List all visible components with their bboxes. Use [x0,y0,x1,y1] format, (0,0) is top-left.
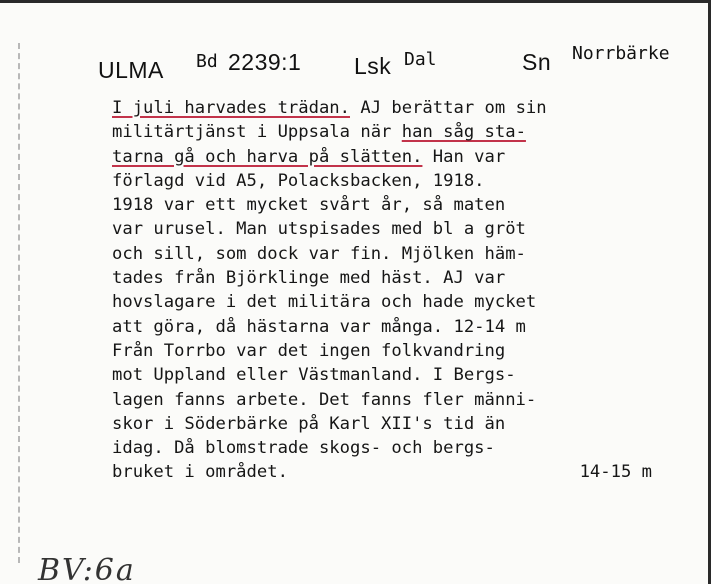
bd-value: 2239:1 [228,49,302,75]
text-line: Från Torrbo var det ingen folkvandring [112,340,506,361]
text-line: och sill, som dock var fin. Mjölken häm- [112,243,526,264]
text-fragment: militärtjänst i Uppsala när [112,122,402,143]
text-line: lagen fanns arbete. Det fanns fler männi- [112,389,537,410]
text-line: förlagd vid A5, Polacksbacken, 1918. [112,170,485,191]
text-line [112,145,702,169]
text-line [112,460,702,484]
text-fragment: AJ berättar om sin [350,98,547,118]
archive-label: ULMA [98,57,164,83]
underlined-phrase: han såg sta- [401,122,526,143]
text-line: 1918 var ett mycket svårt år, så maten [112,195,506,216]
sn-label: Sn [522,49,552,75]
bd-label: Bd [196,51,218,72]
page-marker: 14-15 m [579,462,652,483]
text-line: mot Uppland eller Västmanland. I Bergs- [112,365,516,386]
text-line: var urusel. Man utspisades med bl a gröt [112,219,526,240]
sn-value: Norrbärke [572,43,670,64]
text-fragment: bruket i området. [112,462,288,483]
text-line [112,96,702,120]
underlined-phrase: I juli harvades trädan. [112,98,350,118]
text-line: idag. Då blomstrade skogs- och bergs- [112,438,495,459]
lsk-label: Lsk [354,53,392,79]
handwritten-reference: BV:6a [38,553,136,584]
text-fragment: Han var [422,146,506,167]
text-line: skor i Söderbärke på Karl XII's tid än [112,413,506,434]
text-line: att göra, då hästarna var många. 12-14 m [112,316,526,337]
text-line: hovslagare i det militära och hade mycket [112,292,537,313]
lsk-value: Dal [404,49,437,70]
card-header [98,43,698,87]
card-text [112,96,702,485]
text-line: tades från Björklinge med häst. AJ var [112,268,506,289]
punch-edge [18,43,22,563]
underlined-phrase: tarna gå och harva på slätten. [112,146,423,167]
text-line [112,120,702,144]
